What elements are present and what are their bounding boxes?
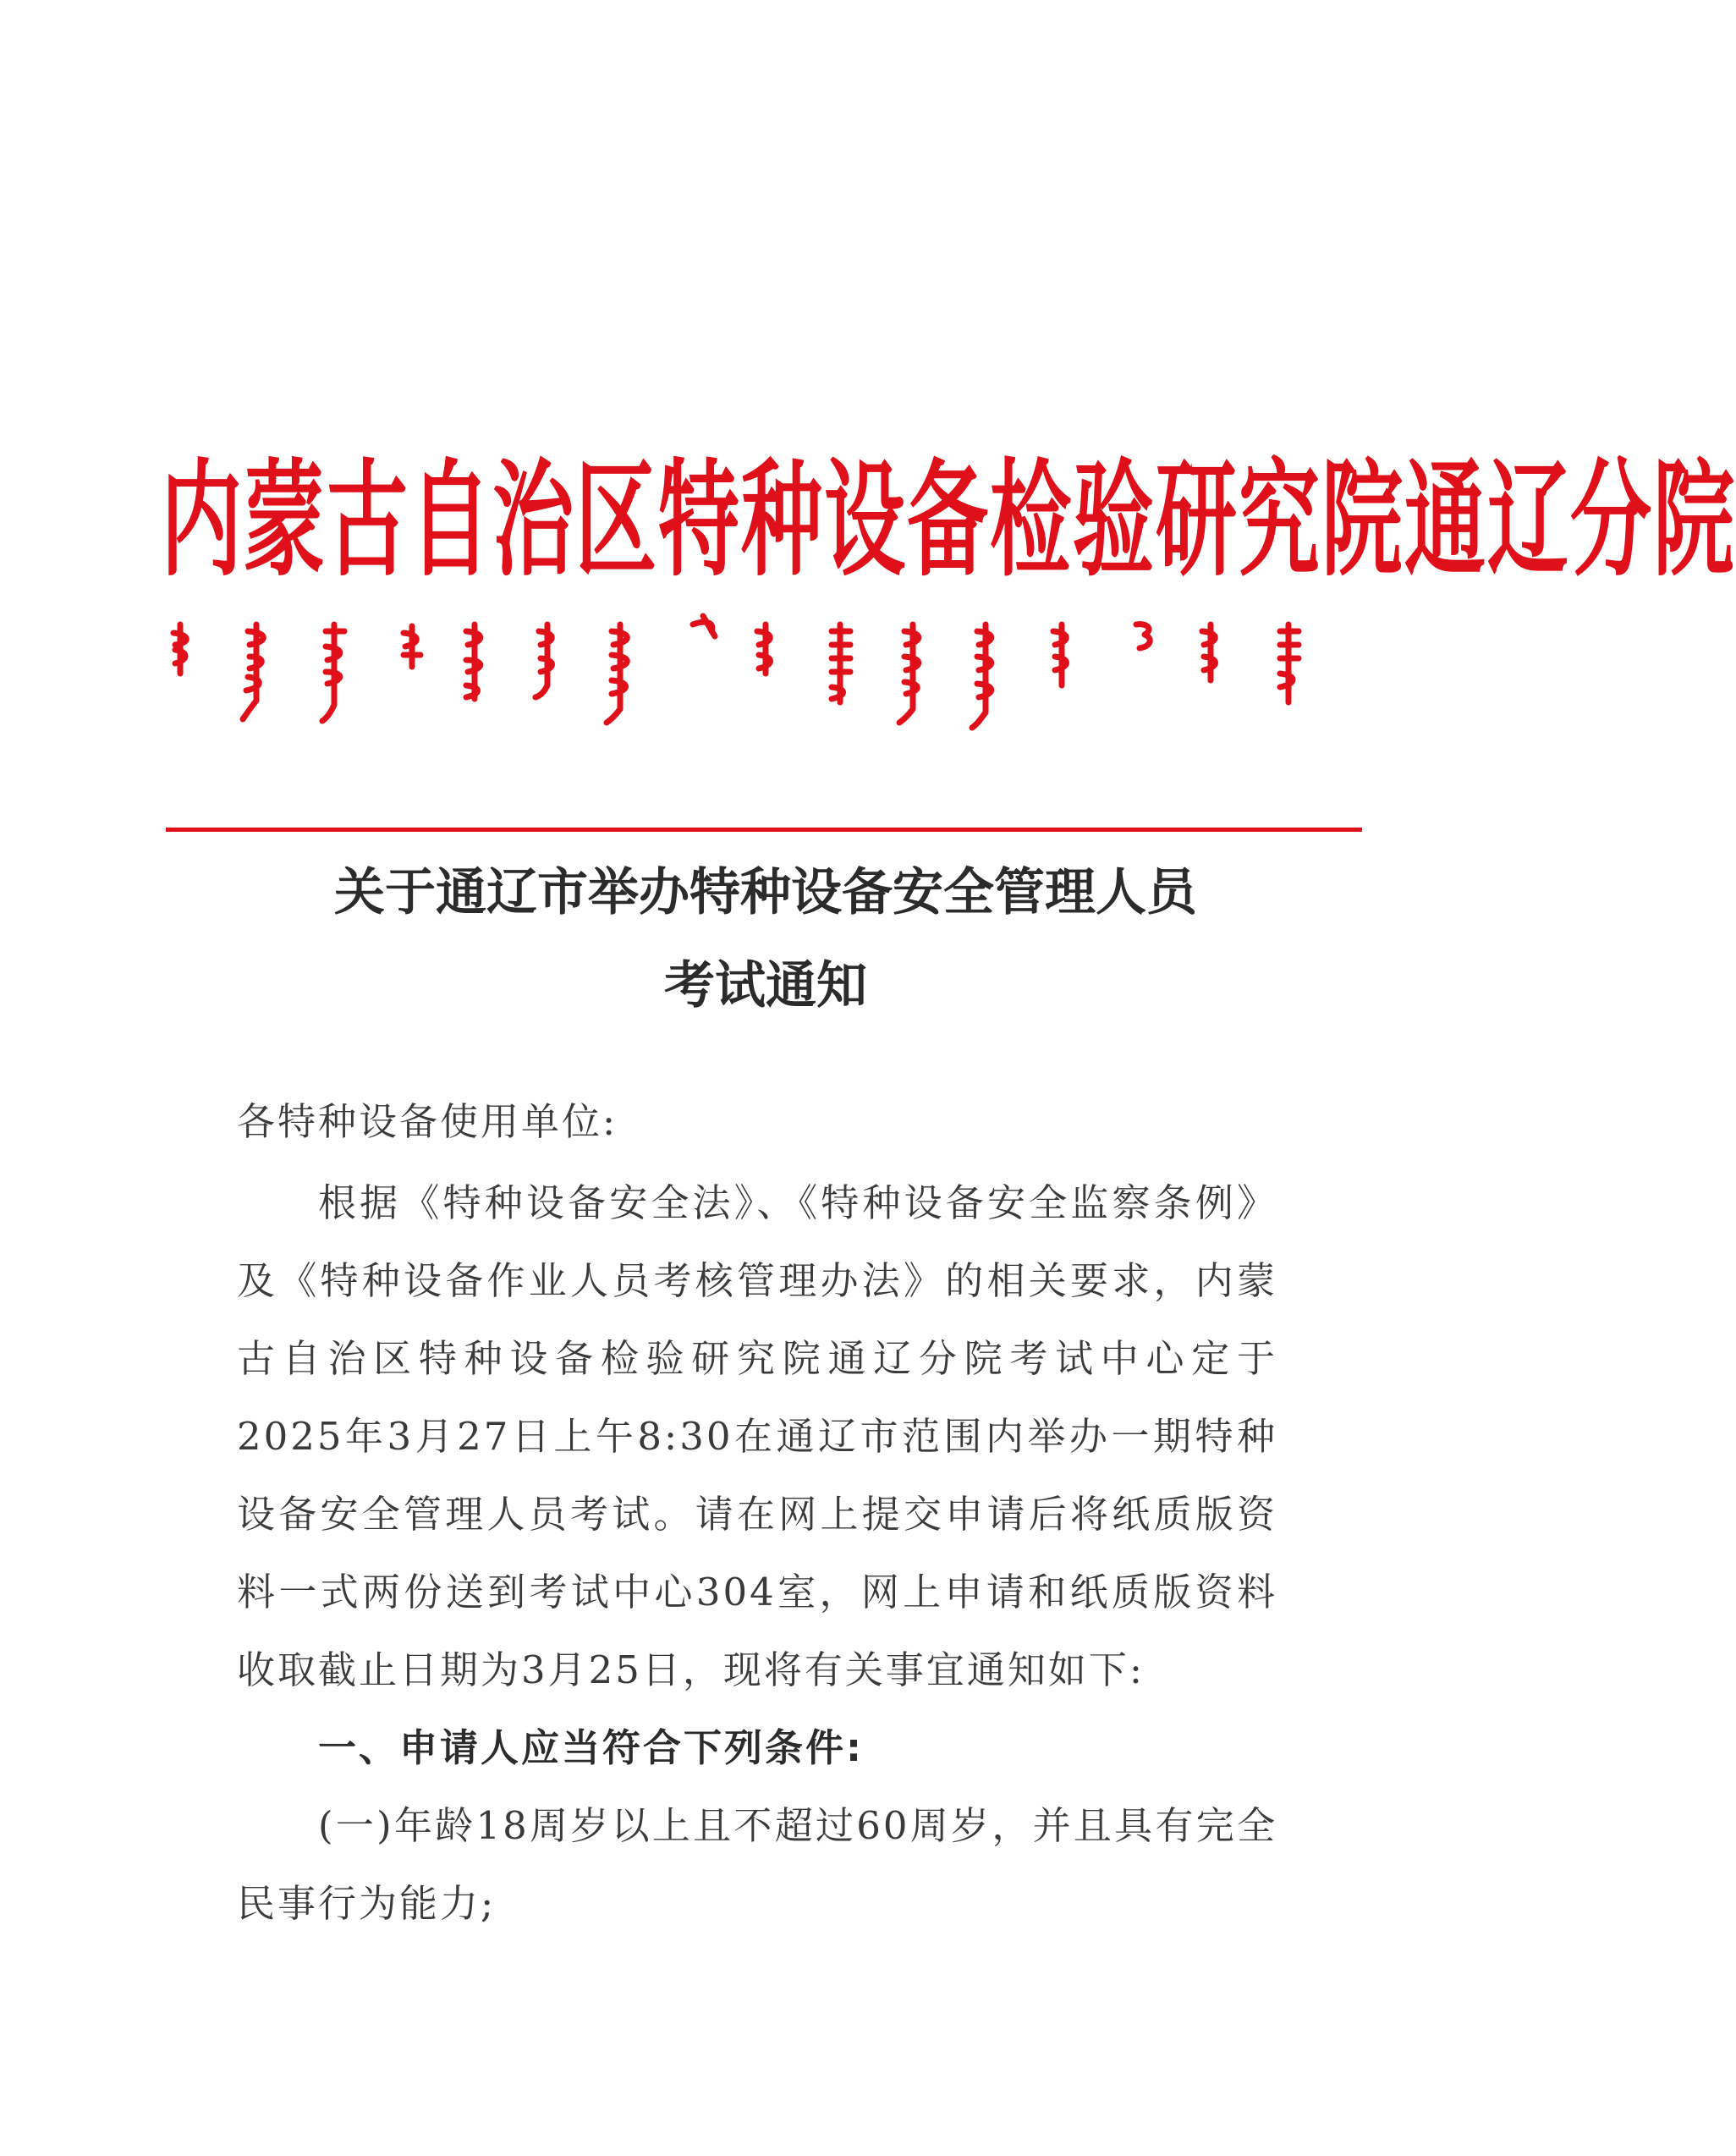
section-heading: 一、申请人应当符合下列条件: xyxy=(318,1725,864,1770)
document-title-line-1: 关于通辽市举办特种设备安全管理人员 xyxy=(334,863,1197,922)
letterhead-red-rule xyxy=(166,828,1362,832)
mongolian-script-org-name xyxy=(165,608,1358,734)
body-paragraph: 根据《特种设备安全法》、《特种设备安全监察条例》及《特种设备作业人员考核管理办法》的相关要求，内蒙古自治区特种设备检验研究院通辽分院考试中心定于2025年3月27日上午8:30在通辽市范围内举办一期特种设备安全管理人员考试。请在网上提交申请后将纸质版资料一式两份送到考试中心304室，网上申请和纸质版资料收取截止日期为3月25日，现将有关事宜通知如下: xyxy=(237,1180,1277,1692)
document-title xyxy=(169,846,1362,1032)
letterhead-org-name: 内蒙古自治区特种设备检验研究院通辽分院 xyxy=(161,445,1736,594)
document-title-line-2: 考试通知 xyxy=(664,956,867,1015)
salutation: 各特种设备使用单位: xyxy=(237,1099,618,1144)
condition-item: (一)年龄18周岁以上且不超过60周岁，并且具有完全民事行为能力; xyxy=(237,1803,1277,1926)
